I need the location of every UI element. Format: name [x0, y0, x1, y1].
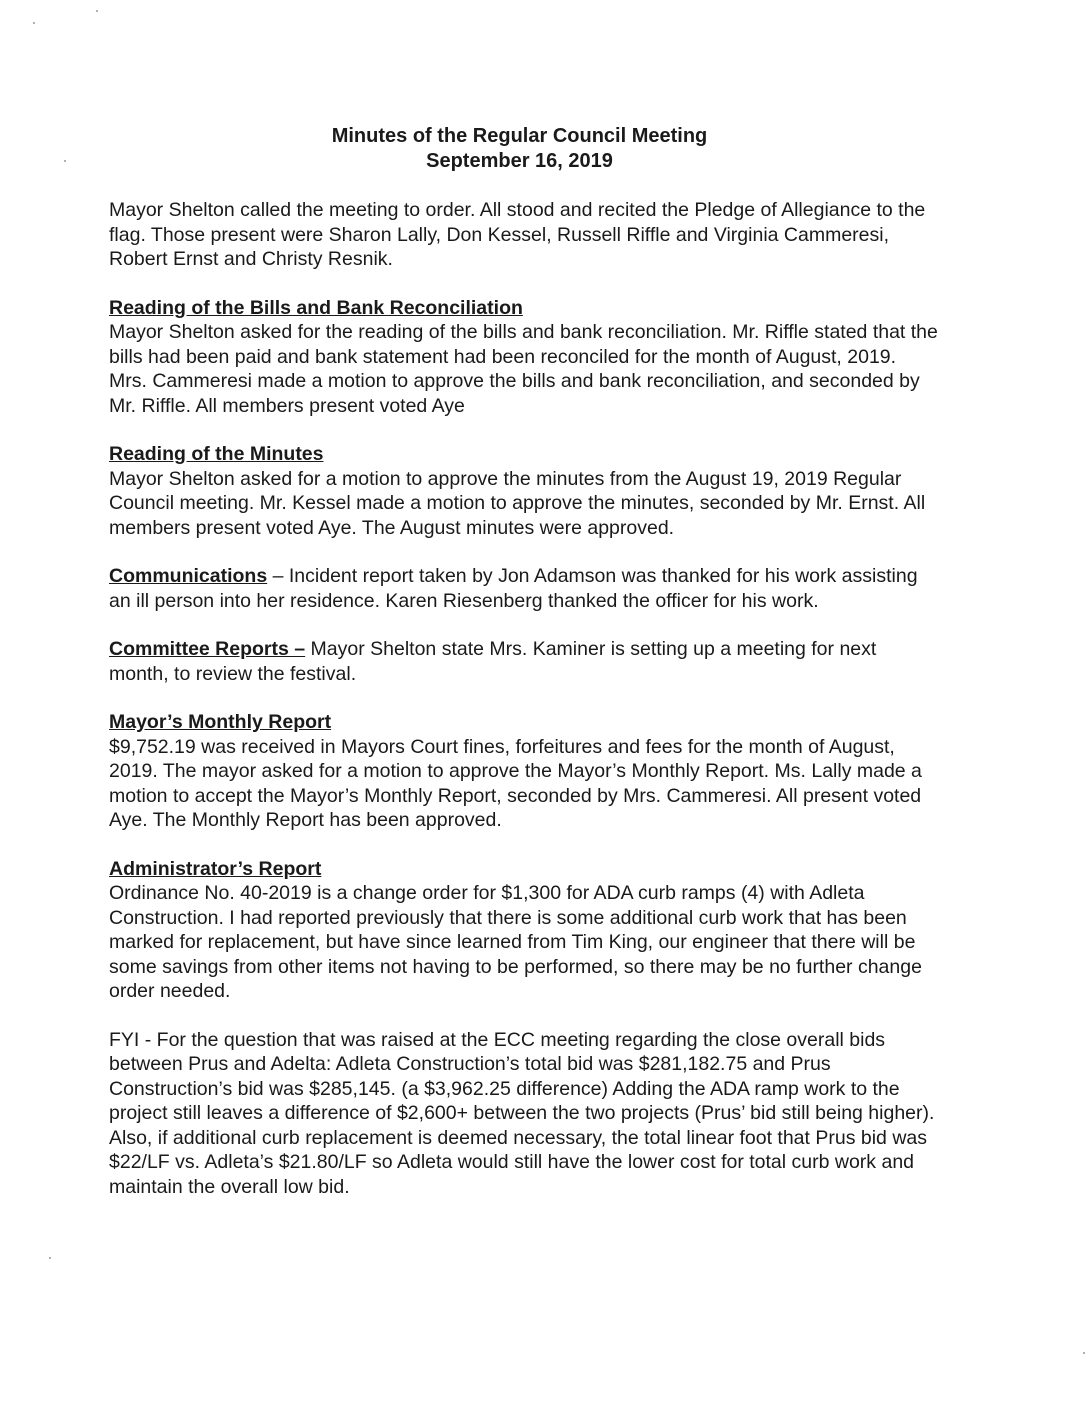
scan-speck	[64, 160, 66, 162]
section-minutes	[109, 442, 939, 540]
page-title	[0, 124, 1039, 174]
section-committee	[109, 637, 939, 686]
scan-speck	[1083, 1352, 1085, 1354]
title-line-2: September 16, 2019	[426, 150, 613, 172]
opening-paragraph: Mayor Shelton called the meeting to order. All stood and recited the Pledge of Allegiance to the flag. Those present were Sharon Lally, Don Kessel, Russell Riffle and Virginia Cammeresi, Robert Ernst and Christy Resnik.	[109, 199, 926, 270]
fyi-paragraph: FYI - For the question that was raised at the ECC meeting regarding the close overall bids between Prus and Adelta: Adleta Construction’s total bid was $281,182.75 and Prus Construction’s bid was $285,145. (a $3,962.25 difference) Adding the ADA ramp work to the project still leaves a difference of $2,600+ between the two projects (Prus’ bid still being higher). Also, if additional curb replacement is deemed necessary, the total linear foot that Prus bid was $22/LF vs. Adleta’s $21.80/LF so Adleta would still have the lower cost for total curb work and maintain the overall low bid.	[109, 1028, 935, 1198]
scan-speck	[33, 22, 35, 24]
section-heading-committee: Committee Reports –	[109, 638, 306, 660]
section-admin-report	[109, 857, 939, 1004]
section-heading-bills: Reading of the Bills and Bank Reconciliation	[109, 296, 523, 319]
scan-speck	[49, 1257, 51, 1259]
section-text-communications: Incident report taken by Jon Adamson was thanked for his work assisting an ill person into her residence. Karen Riesenberg thanked the officer for his work.	[109, 565, 918, 612]
minutes-body	[109, 198, 939, 1223]
communications-separator: –	[267, 565, 289, 587]
section-text-mayor-report: $9,752.19 was received in Mayors Court fines, forfeitures and fees for the month of August, 2019. The mayor asked for a motion to approve the Mayor’s Monthly Report. Ms. Lally made a motion to accept the Mayor’s Monthly Report, seconded by Mrs. Cammeresi. All present voted Aye. The Monthly Report has been approved.	[109, 735, 922, 831]
scan-speck	[96, 10, 98, 12]
section-heading-minutes: Reading of the Minutes	[109, 443, 324, 465]
section-bills	[109, 296, 939, 419]
section-heading-communications: Communications	[109, 565, 268, 587]
section-heading-mayor-report: Mayor’s Monthly Report	[109, 711, 332, 733]
section-communications	[109, 564, 939, 613]
title-line-1: Minutes of the Regular Council Meeting	[331, 125, 708, 147]
section-text-committee: Mayor Shelton state Mrs. Kaminer is setting up a meeting for next month, to review the festival.	[109, 638, 877, 685]
section-text-bills: Mayor Shelton asked for the reading of the bills and bank reconciliation. Mr. Riffle stated that the bills had been paid and bank statement had been reconciled for the month of August, 2019. Mrs. Cammeresi made a motion to approve the bills and bank reconciliation, and seconded by Mr. Riffle. All members present voted Aye	[109, 321, 938, 417]
section-text-admin-report: Ordinance No. 40-2019 is a change order for $1,300 for ADA curb ramps (4) with Adleta Construction. I had reported previously that there is some additional curb work that has been marked for replacement, but have since learned from Tim King, our engineer that there will be some savings from other items not having to be performed, so there may be no further change order needed.	[109, 882, 922, 1002]
section-mayor-report	[109, 710, 939, 833]
section-heading-admin-report: Administrator’s Report	[109, 857, 322, 880]
section-text-minutes: Mayor Shelton asked for a motion to approve the minutes from the August 19, 2019 Regular Council meeting. Mr. Kessel made a motion to approve the minutes, seconded by Mr. Ernst. All members present voted Aye. The August minutes were approved.	[109, 467, 926, 539]
